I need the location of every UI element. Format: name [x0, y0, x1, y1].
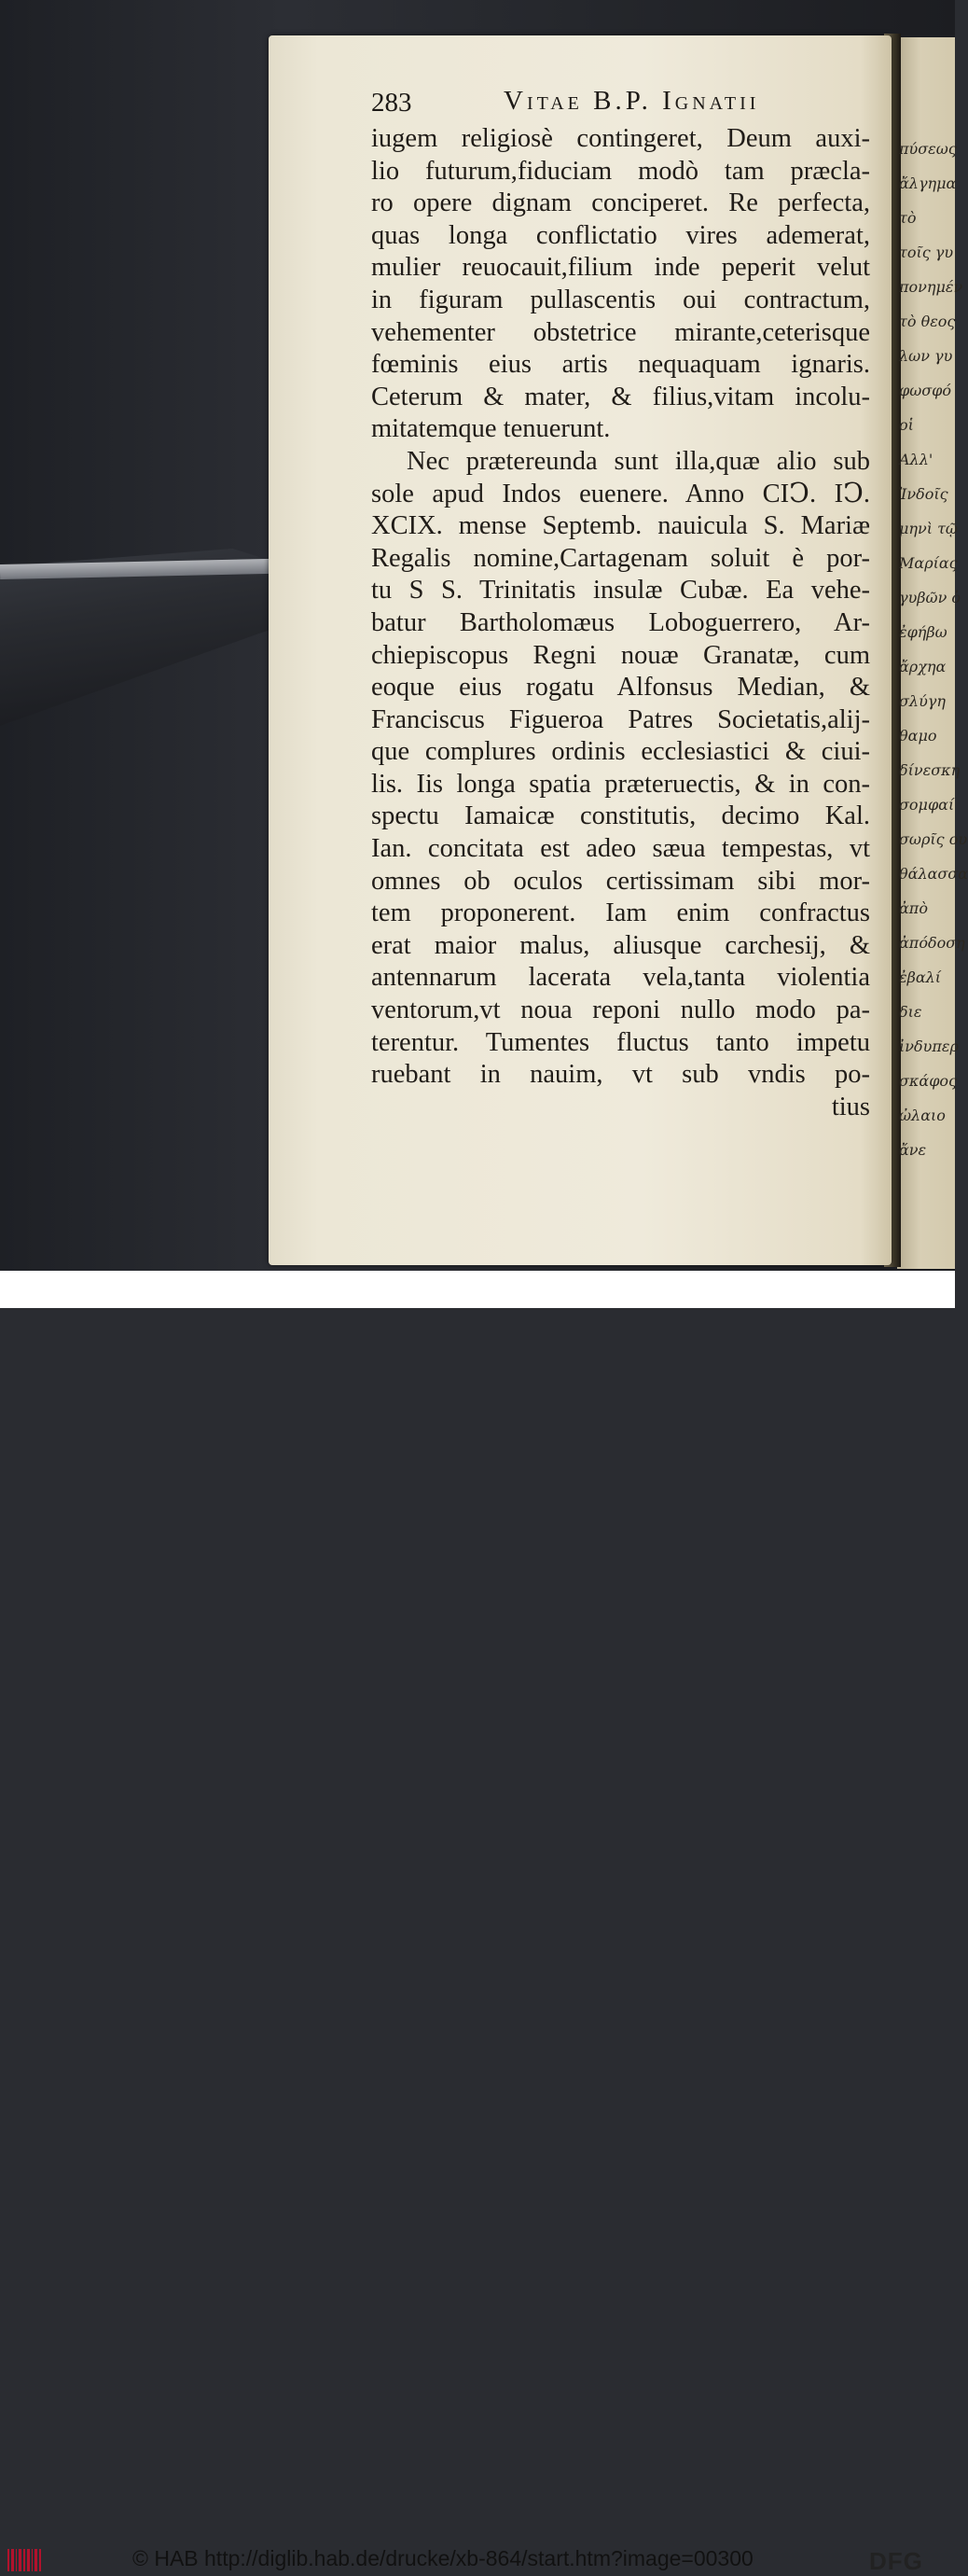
text-line: spectu Iamaicæ constitutis, decimo Kal.	[371, 801, 870, 831]
footer-bar	[0, 1271, 955, 2575]
text-line: mitatemque tenuerunt.	[371, 414, 611, 444]
adjacent-text-fragment: σομφαί	[899, 796, 955, 814]
text-line: chiepiscopus Regni nouæ Granatæ, cum	[371, 640, 870, 670]
adjacent-text-fragment: ἐφήβω	[899, 623, 947, 641]
text-line: tu S S. Trinitatis insulæ Cubæ. Ea vehe-	[371, 576, 870, 606]
text-line: batur Bartholomæus Loboguerrero, Ar-	[371, 607, 870, 637]
adjacent-text-fragment: τὸ	[899, 209, 917, 227]
text-line: in figuram pullascentis oui contractum,	[371, 285, 870, 314]
text-line: omnes ob oculos certissimam sibi mor-	[371, 866, 870, 896]
text-line: XCIX. mense Septemb. nauicula S. Mariæ	[371, 511, 870, 541]
text-line: quas longa conflictatio vires ademerat,	[371, 220, 870, 250]
text-line: lis. Iis longa spatia præteruectis, & in con-	[371, 769, 870, 799]
adjacent-text-fragment: οἱ	[899, 416, 914, 434]
adjacent-text-fragment: δίνεσκη	[899, 761, 961, 779]
text-line: mulier reuocauit,filium inde peperit velut	[371, 253, 870, 283]
text-line: antennarum lacerata vela,tanta violentia	[371, 963, 870, 993]
adjacent-text-fragment: τοῖς γυ	[899, 244, 954, 261]
text-line: sole apud Indos euenere. Anno CIↃ. IↃ.	[371, 479, 870, 508]
adjacent-text-fragment: διε	[899, 1003, 922, 1021]
adjacent-text-fragment: θάλασσα	[899, 865, 968, 883]
text-line: lio futurum,fiduciam modò tam præcla-	[371, 156, 870, 186]
catchword: tius	[831, 1092, 870, 1121]
adjacent-text-fragment: Αλλ'	[899, 451, 933, 468]
adjacent-text-fragment: ἄρχηα	[899, 658, 947, 675]
adjacent-text-fragment: ὠλαιο	[899, 1107, 946, 1124]
text-line: que complures ordinis ecclesiastici & ciui-	[371, 737, 870, 767]
dfg-logo: DFG	[869, 2547, 923, 2575]
text-line: Ceterum & mater, & filius,vitam incolu-	[371, 382, 870, 411]
barcode-logo	[7, 2549, 41, 2571]
page-header	[371, 86, 875, 123]
text-line: iugem religiosè contingeret, Deum auxi-	[371, 124, 870, 153]
text-line: erat maior malus, aliusque carchesij, &	[371, 930, 870, 960]
adjacent-text-fragment: σλύγη	[899, 692, 946, 710]
text-line: fœminis eius artis nequaquam ignaris.	[371, 350, 870, 380]
adjacent-text-fragment: ἄνε	[899, 1141, 927, 1159]
adjacent-text-fragment: μηνὶ τῷ	[899, 520, 958, 537]
text-line: Franciscus Figueroa Patres Societatis,alij-	[371, 704, 870, 734]
adjacent-text-fragment: ἀπὸ	[899, 899, 928, 917]
adjacent-text-fragment: θαμο	[899, 727, 937, 745]
adjacent-text-fragment: Ἰνδοῖς	[899, 485, 948, 503]
adjacent-text-fragment: πονημέν	[899, 278, 963, 296]
scan-background	[0, 0, 968, 1271]
page-body-text	[371, 123, 870, 1123]
adjacent-text-fragment: φωσφό	[899, 382, 952, 399]
adjacent-text-fragment: Μαρίας	[899, 554, 958, 572]
text-line: eoque eius rogatu Alfonsus Median, &	[371, 673, 870, 703]
adjacent-text-fragment: ἀπόδοση	[899, 934, 965, 952]
text-line: ruebant in nauim, vt sub vndis po-	[371, 1060, 870, 1090]
adjacent-text-fragment: σωρῖς ου	[899, 830, 968, 848]
page-number: 283	[371, 88, 412, 118]
adjacent-text-fragment: τὸ θεος	[899, 313, 956, 330]
adjacent-text-fragment: γυβῶν ὁ	[899, 589, 961, 606]
text-line: Regalis nomine,Cartagenam soluit è por-	[371, 543, 870, 573]
adjacent-text-fragment: λων γυ	[899, 347, 953, 365]
adjacent-text-fragment: ἐβαλί	[899, 968, 942, 986]
adjacent-text-fragment: ἰνδυπερ	[899, 1037, 959, 1055]
text-line: vehementer obstetrice mirante,ceterisque	[371, 317, 870, 347]
adjacent-text-fragment: ἄλγημα	[899, 174, 957, 192]
text-line: ro opere dignam conciperet. Re perfecta,	[371, 188, 870, 218]
adjacent-text-fragment: πύσεως	[899, 140, 957, 158]
text-line: tem proponerent. Iam enim confractus	[371, 898, 870, 928]
footer-credit: © HAB http://diglib.hab.de/drucke/xb-864/start.htm?image=00300	[132, 2546, 754, 2570]
text-line: Nec prætereunda sunt illa,quæ alio sub	[407, 446, 870, 476]
adjacent-text-fragment: σκάφος	[899, 1072, 958, 1090]
running-head: Vitae B.P. Ignatii	[504, 86, 760, 116]
text-line: Ian. concitata est adeo sæua tempestas, vt	[371, 834, 870, 864]
text-line: ventorum,vt noua reponi nullo modo pa-	[371, 996, 870, 1025]
text-line: terentur. Tumentes fluctus tanto impetu	[371, 1027, 870, 1057]
